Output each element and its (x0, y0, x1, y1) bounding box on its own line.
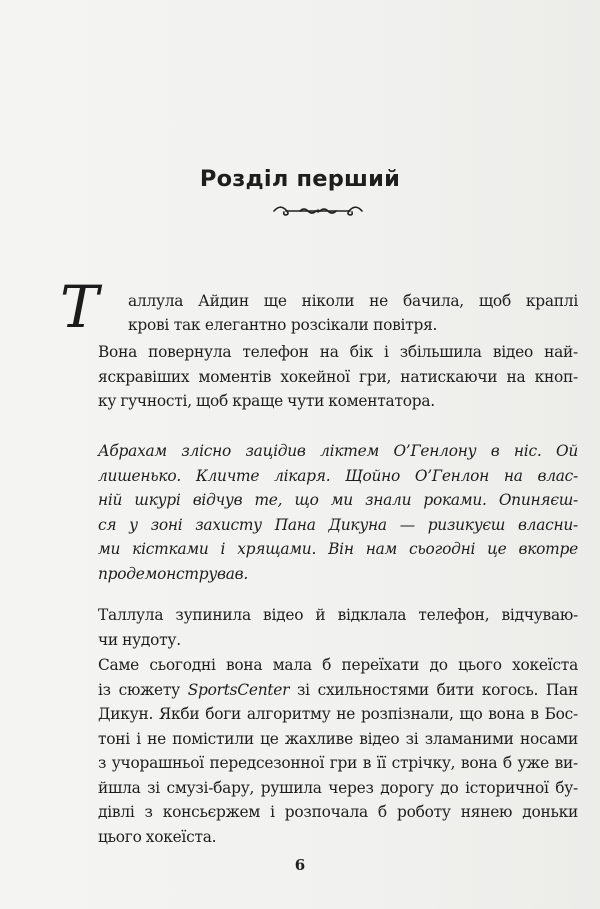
paragraph-1-line-2: крові так елегантно розсікали повітря. (128, 316, 438, 334)
text-line: Дикун. Якби боги алгоритму не розпізнали, що вона в Бос- (98, 705, 578, 723)
text-line: тоні і не помістили це жахливе відео зі зламаними носами (98, 729, 578, 748)
show-title: SportsCenter (187, 680, 290, 699)
paragraph-2 (98, 340, 578, 414)
text-line: ся у зоні захисту Пана Дикуна — ризикуєш власни- (98, 515, 578, 534)
text-line: яскравіших моментів хокейної гри, натискаючи на кноп- (98, 367, 578, 386)
text-line: продемонстрував. (98, 564, 249, 583)
text-line: Таллула зупинила відео й відклала телефон, відчуваю- (98, 606, 578, 624)
text-line: чи нудоту. (98, 630, 181, 649)
flourish-ornament-icon (270, 202, 366, 220)
paragraph-1-line-1: аллула Айдин ще ніколи не бачила, щоб краплі (128, 292, 578, 310)
text-line: Саме сьогодні вона мала б переїхати до цього хокеїста (98, 656, 578, 674)
text-line: цього хокеїста. (98, 827, 217, 846)
text-line: Вона повернула телефон на бік і збільшила відео най- (98, 343, 578, 361)
drop-cap: Т (60, 273, 99, 341)
text-line: дівлі з консьєржем і розпочала б роботу нянею доньки (98, 803, 578, 821)
text-line: з учорашньої передсезонної гри в її стрічку, вона б уже ви- (98, 754, 578, 772)
text-line: із сюжету SportsCenter зі схильностями бити когось. Пан (98, 680, 578, 699)
text-line: ку гучності, щоб краще чути коментатора. (98, 392, 435, 410)
paragraph-5 (98, 653, 578, 849)
text-line: ми кістками і хрящами. Він нам сьогодні це вкотре (98, 540, 578, 558)
text-line: лишенько. Кличте лікаря. Щойно О’Генлон на влас- (98, 466, 578, 485)
text-line: йшла зі смузі-бару, рушила через дорогу до історичної бу- (98, 778, 578, 797)
page-number: 6 (294, 856, 306, 874)
chapter-title: Розділ перший (199, 166, 401, 192)
paragraph-4 (98, 603, 578, 652)
paragraph-3-italic-commentary (98, 439, 578, 586)
text-line: Абрахам злісно зацідив ліктем О’Генлону в ніс. Ой (98, 442, 578, 460)
text-line: ній шкурі відчув те, що ми знали роками. Опиняєш- (98, 491, 578, 509)
